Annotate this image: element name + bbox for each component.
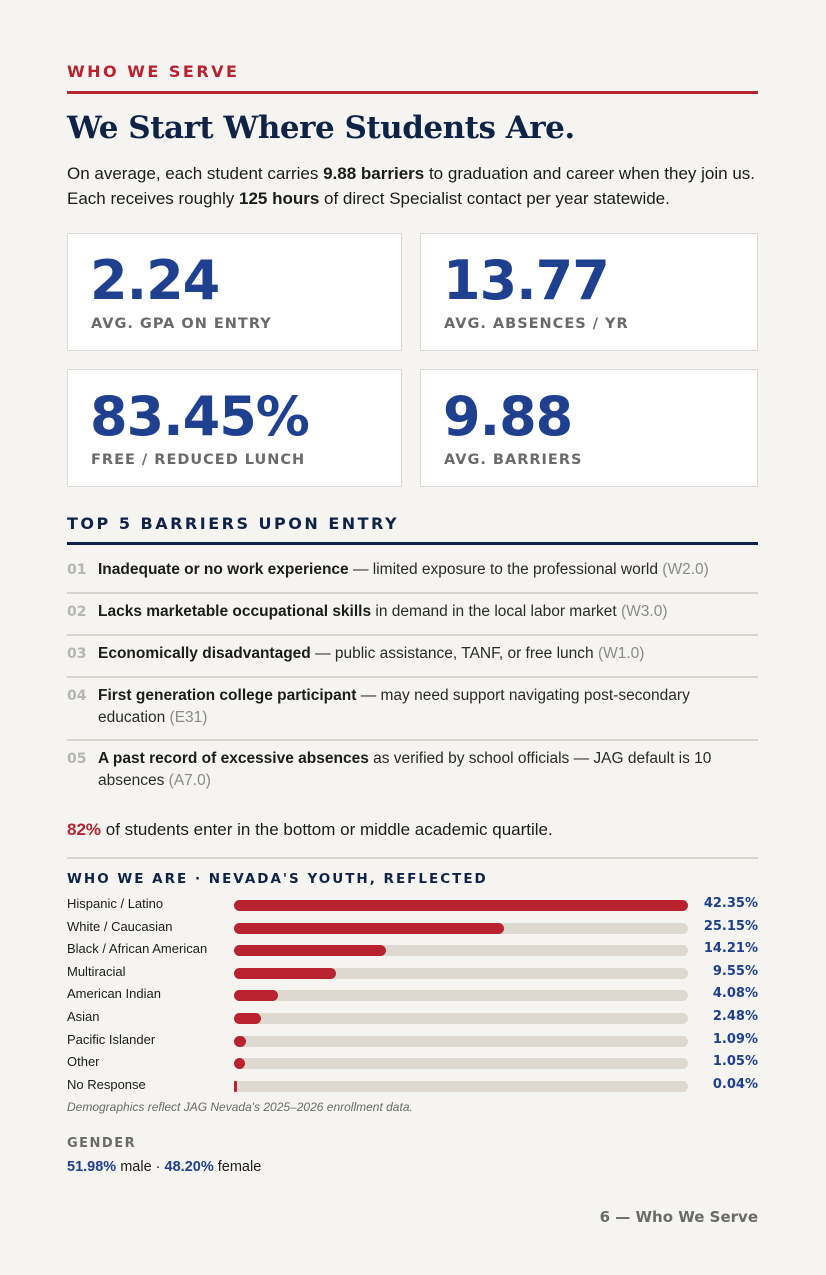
gender-female-label: female xyxy=(213,1159,262,1175)
demographic-label: Other xyxy=(67,1054,100,1070)
barrier-number: 02 xyxy=(67,604,87,620)
page-footer: 6 — Who We Serve xyxy=(599,1208,758,1226)
demographic-value: 1.09% xyxy=(712,1031,758,1047)
stat-value: 13.77 xyxy=(443,249,609,312)
stat-card-absences xyxy=(420,233,758,351)
barrier-text xyxy=(98,601,758,623)
barriers-section-title: TOP 5 BARRIERS UPON ENTRY xyxy=(67,514,400,533)
demographic-label: Asian xyxy=(67,1009,100,1024)
gender-title: GENDER xyxy=(67,1136,137,1151)
demographic-bar-track xyxy=(234,1058,688,1069)
demographic-bar-track xyxy=(234,1081,688,1092)
barrier-text xyxy=(98,685,758,729)
intro-text: On average, each student carries xyxy=(67,164,324,183)
barrier-number: 04 xyxy=(67,688,87,704)
gender-female-pct: 48.20% xyxy=(164,1159,214,1175)
demographic-value: 0.04% xyxy=(712,1076,758,1092)
divider xyxy=(67,634,758,636)
barrier-code: (W1.0) xyxy=(597,645,645,662)
intro-highlight-barriers: 9.88 barriers xyxy=(323,164,425,183)
demographic-bar-fill xyxy=(234,945,386,956)
demographic-bar-fill xyxy=(234,990,278,1001)
barrier-number: 03 xyxy=(67,646,87,662)
quartile-text: of students enter in the bottom or middle academic quartile. xyxy=(101,820,553,839)
demographic-bar-fill xyxy=(234,1058,245,1069)
divider xyxy=(67,592,758,594)
stat-label: AVG. BARRIERS xyxy=(444,452,583,468)
barrier-desc: in demand in the local labor market xyxy=(371,603,617,620)
stat-label: AVG. ABSENCES / YR xyxy=(444,316,629,332)
barrier-desc: — may need support navigating post-secondary education xyxy=(98,687,690,726)
quartile-pct: 82% xyxy=(67,820,102,839)
intro-text: of direct Specialist contact per year statewide. xyxy=(319,189,670,208)
demographic-bar-fill xyxy=(234,1013,261,1024)
stat-card-barriers xyxy=(420,369,758,487)
demographic-row xyxy=(67,962,758,984)
stat-label: FREE / REDUCED LUNCH xyxy=(91,452,306,468)
demographic-bar-track xyxy=(234,968,688,979)
demographic-value: 1.05% xyxy=(712,1054,758,1070)
demographics-title: WHO WE ARE · NEVADA'S YOUTH, REFLECTED xyxy=(67,871,488,887)
demographic-bar-fill xyxy=(234,900,688,911)
barrier-code: (W3.0) xyxy=(620,603,668,620)
barrier-name: Inadequate or no work experience xyxy=(98,561,349,578)
demographic-row xyxy=(67,1052,758,1074)
demographic-bar-track xyxy=(234,923,688,934)
barrier-desc: — public assistance, TANF, or free lunch xyxy=(310,645,594,662)
demographic-value: 42.35% xyxy=(703,896,758,911)
intro-text: to graduation and career when they join us. Each receives roughly xyxy=(67,164,756,208)
demographic-row xyxy=(67,1030,758,1052)
barrier-code: (E31) xyxy=(169,709,208,726)
barrier-text xyxy=(98,748,758,792)
demographic-label: White / Caucasian xyxy=(67,918,173,934)
barrier-code: (A7.0) xyxy=(168,772,211,789)
demographic-label: Hispanic / Latino xyxy=(67,896,164,911)
stat-value: 2.24 xyxy=(90,249,220,312)
demographic-value: 9.55% xyxy=(712,963,758,979)
demographic-label: Black / African American xyxy=(67,941,208,957)
demographic-bar-fill xyxy=(234,1036,246,1047)
barrier-desc: — limited exposure to the professional world xyxy=(348,561,658,578)
demographic-value: 14.21% xyxy=(703,941,758,957)
gender-male-pct: 51.98% xyxy=(67,1159,117,1175)
divider xyxy=(67,676,758,678)
stat-value: 9.88 xyxy=(443,385,573,448)
demographic-bar-track xyxy=(234,945,688,956)
barrier-name: Economically disadvantaged xyxy=(98,645,311,662)
page-title: We Start Where Students Are. xyxy=(67,110,575,146)
demographic-bar-fill xyxy=(234,968,336,979)
demographic-row xyxy=(67,894,758,916)
divider xyxy=(67,857,758,859)
intro-highlight-hours: 125 hours xyxy=(238,189,320,208)
intro-paragraph xyxy=(67,161,758,211)
barrier-name: First generation college participant xyxy=(98,687,357,704)
stat-card-lunch xyxy=(67,369,402,487)
barrier-number: 05 xyxy=(67,751,87,767)
barrier-number: 01 xyxy=(67,562,87,578)
demographic-bar-track xyxy=(234,990,688,1001)
barriers-rule xyxy=(67,542,758,545)
demographic-value: 2.48% xyxy=(712,1009,758,1024)
stat-label: AVG. GPA ON ENTRY xyxy=(91,316,272,332)
demographic-bar-track xyxy=(234,1013,688,1024)
barrier-code: (W2.0) xyxy=(662,561,709,578)
demographic-label: No Response xyxy=(67,1076,146,1092)
barrier-name: Lacks marketable occupational skills xyxy=(98,603,372,620)
stat-value: 83.45% xyxy=(90,385,309,448)
demographic-label: American Indian xyxy=(67,986,161,1002)
demographic-row xyxy=(67,917,758,939)
demographic-value: 4.08% xyxy=(712,986,758,1002)
demographics-note: Demographics reflect JAG Nevada's 2025–2026 enrollment data. xyxy=(67,1100,413,1114)
barrier-text xyxy=(98,643,758,665)
demographic-bar-track xyxy=(234,900,688,911)
demographic-bar-fill xyxy=(234,923,504,934)
barrier-text xyxy=(98,559,758,581)
divider xyxy=(67,739,758,741)
barrier-name: A past record of excessive absences xyxy=(98,750,369,767)
demographic-row xyxy=(67,984,758,1006)
demographic-label: Multiracial xyxy=(67,963,126,979)
barrier-desc: as verified by school officials — JAG default is 10 absences xyxy=(98,750,712,789)
demographic-label: Pacific Islander xyxy=(67,1031,156,1047)
gender-breakdown xyxy=(67,1159,261,1175)
demographic-row xyxy=(67,1075,758,1097)
demographic-row xyxy=(67,1007,758,1029)
demographic-bar-track xyxy=(234,1036,688,1047)
section-eyebrow: WHO WE SERVE xyxy=(67,62,240,81)
demographic-bar-fill xyxy=(234,1081,237,1092)
stat-card-gpa xyxy=(67,233,402,351)
eyebrow-rule xyxy=(67,91,758,94)
demographic-value: 25.15% xyxy=(703,918,758,934)
quartile-statement xyxy=(67,820,553,840)
gender-male-label: male · xyxy=(116,1159,165,1175)
demographic-row xyxy=(67,939,758,961)
